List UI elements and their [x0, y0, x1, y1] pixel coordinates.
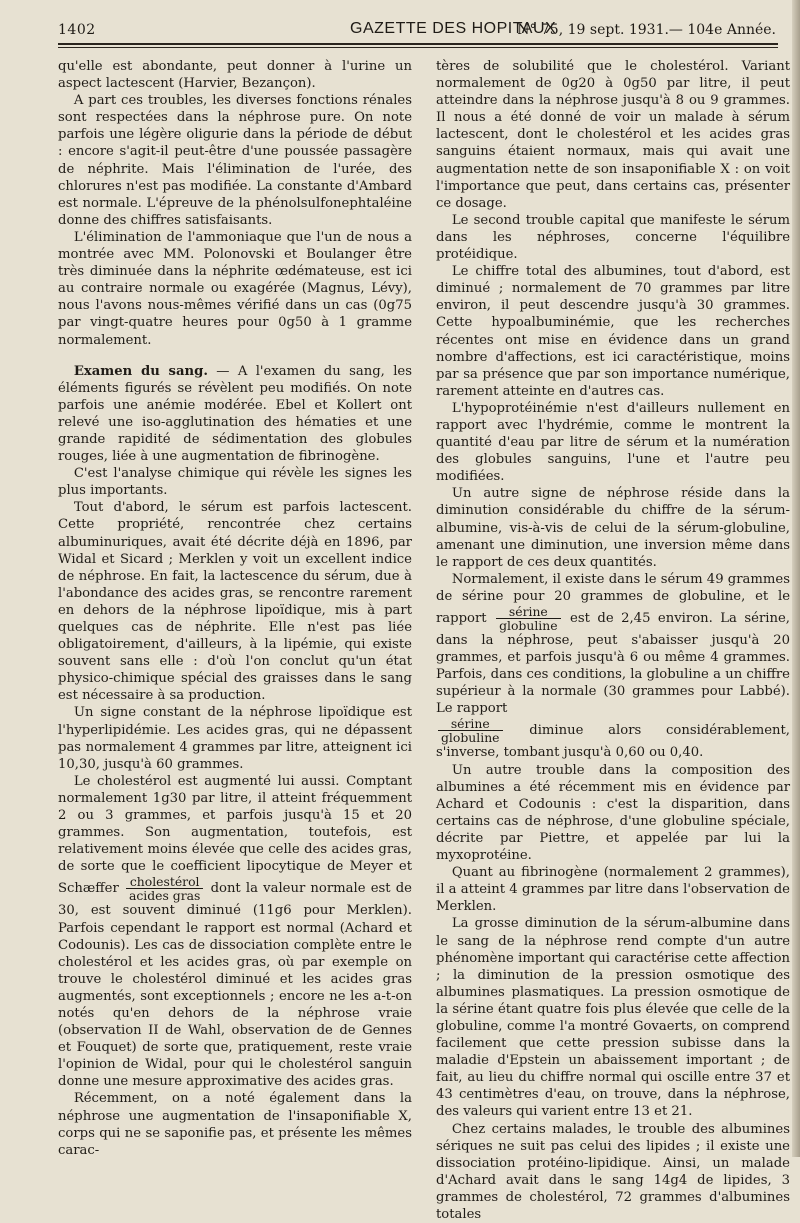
paragraph-text: diminue alors considérablement, s'inverse, tombant jusqu'à 0,60 ou 0,40. — [436, 723, 790, 761]
page-header — [20, 0, 786, 42]
paragraph: Un autre signe de néphrose réside dans la diminution considérable du chiffre de la sérum-albumine, vis-à-vis de celui de la sérum-globuline, amenant une diminution, une inversion même dans le rapport de ces deux quantités. — [436, 486, 790, 570]
issue-info: N° 75, 19 sept. 1931.— 104e Année. — [517, 22, 776, 38]
paragraph — [436, 717, 790, 761]
header-rule — [58, 43, 778, 45]
text-columns — [58, 58, 790, 1222]
paragraph: C'est l'analyse chimique qui révèle les signes les plus importants. — [58, 466, 412, 499]
paragraph-text: Normalement, il existe dans le sérum 49 grammes de sérine pour 20 grammes de globuline, et le rapport — [436, 571, 790, 626]
fraction-numerator: cholestérol — [126, 875, 203, 889]
paragraph: tères de solubilité que le cholestérol. Variant normalement de 0g20 à 0g50 par litre, il peut atteindre dans la néphrose jusqu'à 8 ou 9 grammes. Il nous a été donné de voir un malade à sérum lactescent, dont le cholestérol et les acides gras sanguins étaient normaux, mais qui avait une augmentation nette de son insaponifiable X : on voit l'importance que peut, dans certains cas, présenter ce dosage. — [436, 59, 790, 211]
paragraph: L'hypoprotéinémie n'est d'ailleurs nullement en rapport avec l'hydrémie, comme le montrent la quantité d'eau par litre de sérum et la numération des globules sanguins, l'une et l'autre peu modifiées. — [436, 400, 790, 485]
section-title: Examen du sang. — [73, 363, 208, 379]
paragraph: Récemment, on a noté également dans la néphrose une augmentation de l'insaponifiable X, corps qui ne se saponifie pas, et présente les mêmes carac- — [58, 1091, 412, 1158]
paragraph: qu'elle est abondante, peut donner à l'urine un aspect lactescent (Harvier, Bezançon). — [58, 59, 412, 92]
ratio-fraction — [438, 717, 503, 744]
fraction-denominator: globuline — [441, 730, 500, 746]
paragraph: Quant au fibrinogène (normalement 2 grammes), il a atteint 4 grammes par litre dans l'observation de Merklen. — [436, 865, 790, 915]
page-edge-shadow — [792, 0, 800, 1157]
paragraph-text: dont la valeur normale est de 30, est souvent diminué (11g6 pour Merklen). Parfois cependant le rapport est normal (Achard et Codounis). Les cas de dissociation complète entre le cholestérol et les acides gras, où par exemple on trouve le cholestérol diminué et les acides gras augmentés, sont exceptionnels ; encore ne les a-t-on notés qu'en dehors de la néphrose vraie (observation II de Wahl, observation de de Gennes et Fouquet) de sorte que, pratiquement, reste vraie l'opinion de Widal, pour qui le cholestérol sanguin donne une mesure approximative des acides gras. — [58, 881, 412, 1090]
paragraph-text: est de 2,45 environ. La sérine, dans la néphrose, peut s'abaisser jusqu'à 20 grammes, et parfois jusqu'à 6 ou même 4 grammes. Parfois, dans ces conditions, la globuline a un chiffre supérieur à la normale (30 grammes pour Labbé). Le rapport — [436, 611, 790, 717]
paragraph — [436, 571, 790, 718]
paragraph: Un signe constant de la néphrose lipoïdique est l'hyperlipidémie. Les acides gras, qui ne dépassent pas normalement 4 grammes par litre, atteignent ici 10,30, jusqu'à 60 grammes. — [58, 705, 412, 772]
paragraph — [58, 363, 412, 466]
paragraph: Tout d'abord, le sérum est parfois lactescent. Cette propriété, rencontrée chez certains albuminuriques, avait été décrite déjà en 1896, par Widal et Sicard ; Merklen y voit un excellent indice de néphrose. En fait, la lactescence du sérum, due à l'abondance des acides gras, se rencontre rarement en dehors de la néphrose lipoïdique, mis à part quelques cas de néphrite. Elle n'est pas liée obligatoirement, d'ailleurs, à la lipémie, qui existe souvent sans elle : d'où l'on conclut qu'un état physico-chimique spécial des graisses dans le sang est nécessaire à sa production. — [58, 500, 412, 704]
journal-title: GAZETTE DES HOPITAUX — [350, 20, 557, 37]
page-number: 1402 — [58, 22, 96, 38]
header-rule-thin — [58, 47, 778, 48]
right-column — [436, 58, 790, 1222]
paragraph: Le chiffre total des albumines, tout d'abord, est diminué ; normalement de 70 grammes par litre environ, il peut descendre jusqu'à 30 grammes. Cette hypoalbuminémie, que les recherches récentes ont mise en évidence dans un grand nombre d'affections, est ici caractéristique, moins par sa présence que par son importance numérique, rarement atteinte en d'autres cas. — [436, 264, 790, 399]
coefficient-fraction — [126, 875, 203, 902]
paragraph: La grosse diminution de la sérum-albumine dans le sang de la néphrose rend compte d'un autre phénomène important qui caractérise cette affection ; la diminution de la pression osmotique des albumines plasmatiques. La pression osmotique de la sérine étant quatre fois plus élevée que celle de la globuline, comme l'a montré Govaerts, on comprend facilement que cette pression subisse dans la maladie d'Epstein un abaissement important ; de fait, au lieu du chiffre normal qui oscille entre 37 et 43 centimètres d'eau, on trouve, dans la néphrose, des valeurs qui varient entre 13 et 21. — [436, 916, 790, 1120]
fraction-denominator: acides gras — [128, 888, 201, 904]
paragraph: A part ces troubles, les diverses fonctions rénales sont respectées dans la néphrose pure. On note parfois une légère oligurie dans la période de début : encore s'agit-il peut-être d'une poussée passagère de néphrite. Mais l'élimination de l'urée, des chlorures n'est pas modifiée. La constante d'Ambard est normale. L'épreuve de la phénolsulfonephtaléine donne des chiffres satisfaisants. — [58, 93, 412, 228]
fraction-numerator: sérine — [438, 717, 503, 731]
left-column — [58, 58, 412, 1158]
paragraph: Un autre trouble dans la composition des albumines a été récemment mis en évidence par Achard et Codounis : c'est la disparition, dans certains cas de néphrose, d'une globuline spéciale, décrite par Piettre, et appelée par lui la myxoprotéine. — [436, 762, 790, 864]
paragraph: L'élimination de l'ammoniaque que l'un de nous a montrée avec MM. Polonovski et Boulanger être très diminuée dans la néphrite œdémateuse, est ici au contraire normale ou exagérée (Magnus, Lévy), nous l'avons nous-mêmes vérifié dans un cas (0g75 par vingt-quatre heures pour 0g50 à 1 gramme normalement. — [58, 229, 412, 348]
ratio-fraction — [496, 605, 561, 632]
paragraph-text: — A l'examen du sang, les éléments figurés se révèlent peu modifiés. On note parfois une anémie modérée. Ebel et Kollert ont relevé une iso-agglutination des hématies et une grande rapidité de sédimentation des globules rouges, liée à une augmentation de fibrinogène. — [58, 363, 412, 465]
paragraph: Chez certains malades, le trouble des albumines sériques ne suit pas celui des lipides ; il existe une dissociation protéino-lipidique. Ainsi, un malade d'Achard avait dans le sang 14g4 de lipides, 3 grammes de cholestérol, 72 grammes d'albumines totales — [436, 1121, 790, 1222]
paragraph-text: Le cholestérol est augmenté lui aussi. Comptant normalement 1g30 par litre, il atteint fréquemment 2 ou 3 grammes, et parfois jusqu'à 15 et 20 grammes. Son augmentation, toutefois, est relativement moins élevée que celle des acides gras, de sorte que le coefficient lipocytique de Meyer et Schæffer — [58, 773, 412, 897]
paragraph: Le second trouble capital que manifeste le sérum dans les néphroses, concerne l'équilibre protéidique. — [436, 212, 790, 263]
fraction-numerator: sérine — [496, 605, 561, 619]
paragraph — [58, 773, 412, 1091]
fraction-denominator: globuline — [499, 618, 558, 633]
